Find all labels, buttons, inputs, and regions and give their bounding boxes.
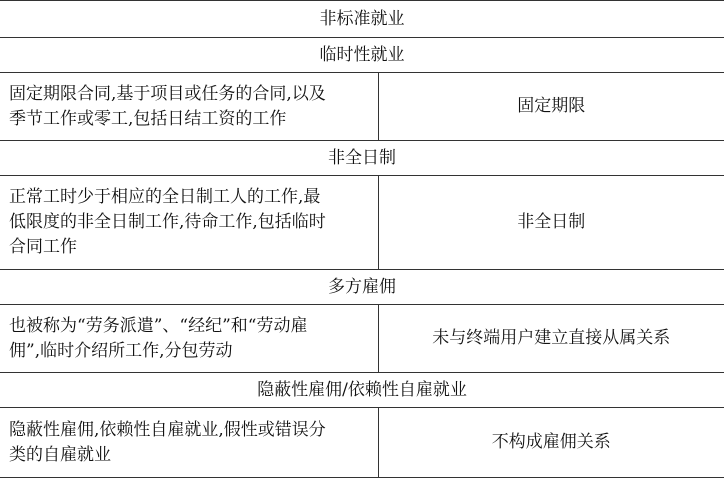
section-heading-row: [0, 270, 724, 305]
description-cell: [0, 73, 378, 141]
description-line: 类的自雇就业: [9, 444, 111, 465]
section-heading: 多方雇佣: [0, 270, 724, 305]
description-line: 正常工时少于相应的全日制工人的工作,最: [9, 187, 321, 207]
label-cell: 非全日制: [378, 176, 724, 270]
description-line: 隐蔽性雇佣,依赖性自雇就业,假性或错误分: [9, 419, 326, 440]
section-heading-row: [0, 373, 724, 408]
description-cell: [0, 176, 378, 270]
section-heading-row: [0, 38, 724, 73]
table-title-row: [0, 1, 724, 38]
label-cell: 未与终端用户建立直接从属关系: [378, 305, 724, 373]
description-line: 固定期限合同,基于项目或任务的合同,以及: [9, 83, 326, 104]
table-title: 非标准就业: [0, 1, 724, 38]
table-row: [0, 176, 724, 270]
section-heading: 隐蔽性雇佣/依赖性自雇就业: [0, 373, 724, 408]
description-cell: [0, 305, 378, 373]
section-heading-row: [0, 141, 724, 176]
table-row: [0, 305, 724, 373]
description-line: 合同工作: [9, 237, 77, 257]
description-cell: [0, 408, 378, 478]
section-heading: 临时性就业: [0, 38, 724, 73]
label-cell: 固定期限: [378, 73, 724, 141]
description-line: 季节工作或零工,包括日结工资的工作: [9, 108, 287, 129]
description-line: 佣”,临时介绍所工作,分包劳动: [9, 340, 233, 361]
table-row: [0, 408, 724, 478]
table-row: [0, 73, 724, 141]
description-line: 也被称为“劳务派遣”、“经纪”和“劳动雇: [9, 315, 308, 336]
label-cell: 不构成雇佣关系: [378, 408, 724, 478]
section-heading: 非全日制: [0, 141, 724, 176]
description-line: 低限度的非全日制工作,待命工作,包括临时: [9, 212, 326, 232]
